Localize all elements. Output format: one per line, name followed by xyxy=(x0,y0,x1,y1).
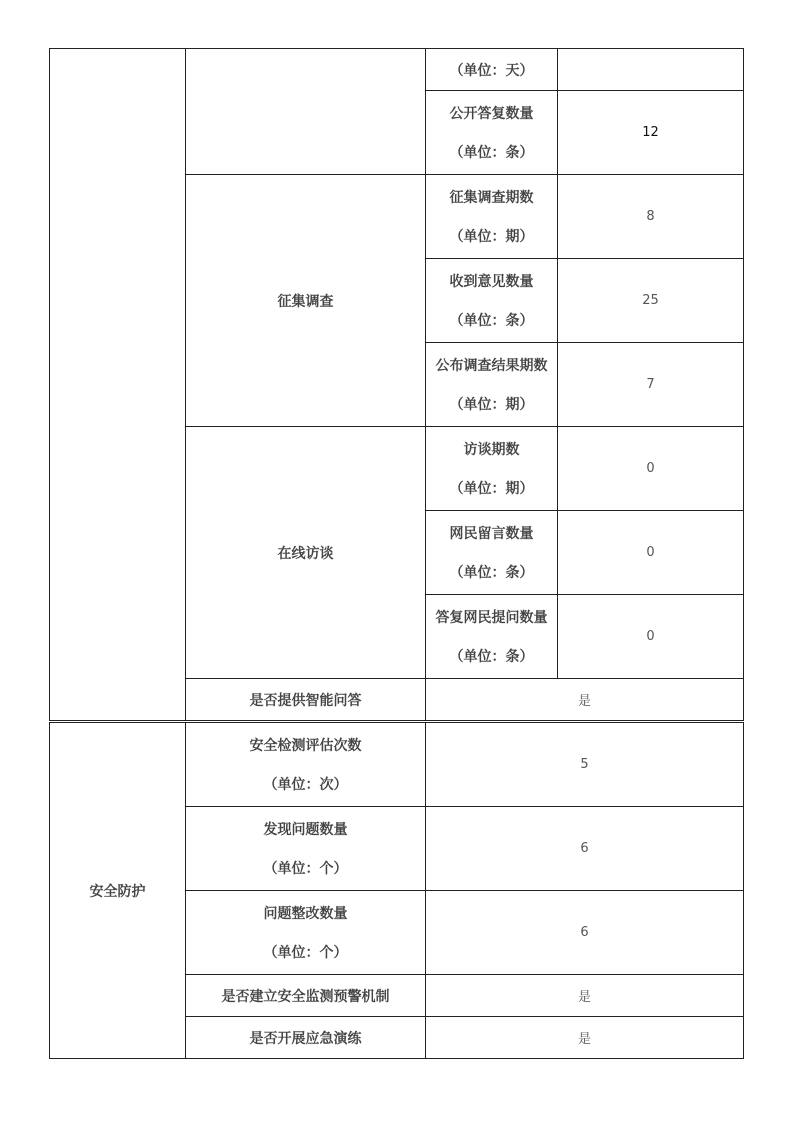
item-cell xyxy=(186,975,426,1017)
item-unit: （单位：期） xyxy=(449,229,534,245)
value-cell xyxy=(426,1017,744,1059)
value-cell xyxy=(426,807,744,891)
subcategory-cell xyxy=(186,175,426,427)
value-text: 是 xyxy=(577,990,591,1005)
value-cell xyxy=(558,343,744,427)
item-cell xyxy=(426,511,558,595)
item-cell xyxy=(186,807,426,891)
category-cell-continued xyxy=(50,49,186,721)
category-cell xyxy=(50,723,186,1059)
table-row xyxy=(50,49,744,91)
item-unit: （单位：期） xyxy=(449,481,534,497)
item-unit: （单位：个） xyxy=(263,945,348,961)
item-unit: （单位：次） xyxy=(263,777,348,793)
item-label: 是否建立安全监测预警机制 xyxy=(221,988,390,1005)
value-cell xyxy=(426,723,744,807)
item-label: 收到意见数量 xyxy=(449,274,534,290)
item-unit: （单位：条） xyxy=(449,145,534,161)
value-cell xyxy=(558,259,744,343)
subcategory-cell xyxy=(186,427,426,679)
value-cell xyxy=(426,891,744,975)
item-label: 是否开展应急演练 xyxy=(249,1030,362,1047)
item-cell xyxy=(186,891,426,975)
value-cell xyxy=(558,427,744,511)
value-text: 0 xyxy=(646,461,655,476)
value-text: 7 xyxy=(646,377,655,392)
item-label: 公开答复数量 xyxy=(449,106,534,122)
item-unit: （单位：条） xyxy=(449,313,534,329)
value-cell xyxy=(558,175,744,259)
item-cell xyxy=(186,723,426,807)
item-label: 发现问题数量 xyxy=(263,822,348,838)
item-label: 访谈期数 xyxy=(463,442,520,458)
item-label: 是否提供智能问答 xyxy=(249,692,362,709)
item-cell xyxy=(426,259,558,343)
item-label: 公布调查结果期数 xyxy=(435,358,548,374)
unit-cell xyxy=(426,49,558,91)
value-cell xyxy=(426,975,744,1017)
value-cell xyxy=(558,49,744,91)
value-cell xyxy=(426,679,744,721)
item-label: 网民留言数量 xyxy=(449,526,534,542)
item-cell xyxy=(426,595,558,679)
value-text: 0 xyxy=(646,545,655,560)
statistics-table xyxy=(49,48,744,721)
item-unit: （单位：个） xyxy=(263,861,348,877)
value-cell xyxy=(558,91,744,175)
item-cell xyxy=(426,427,558,511)
value-text: 是 xyxy=(577,694,591,709)
value-text: 12 xyxy=(642,125,659,140)
table-row xyxy=(50,723,744,807)
value-text: 是 xyxy=(577,1032,591,1047)
value-cell xyxy=(558,511,744,595)
item-unit: （单位：期） xyxy=(449,397,534,413)
value-cell xyxy=(558,595,744,679)
value-text: 0 xyxy=(646,629,655,644)
item-cell xyxy=(426,91,558,175)
unit-text: （单位：天） xyxy=(449,62,534,79)
subcategory-label: 在线访谈 xyxy=(277,545,334,562)
item-label: 征集调查期数 xyxy=(449,190,534,206)
value-text: 5 xyxy=(580,757,589,772)
item-label: 答复网民提问数量 xyxy=(435,610,548,626)
value-text: 6 xyxy=(580,841,589,856)
item-label: 问题整改数量 xyxy=(263,906,348,922)
category-label: 安全防护 xyxy=(89,883,146,900)
subcategory-cell-continued xyxy=(186,49,426,175)
value-text: 25 xyxy=(642,293,659,308)
item-cell xyxy=(186,679,426,721)
item-unit: （单位：条） xyxy=(449,649,534,665)
item-cell xyxy=(186,1017,426,1059)
security-table xyxy=(49,722,744,1059)
value-text: 8 xyxy=(646,209,655,224)
item-cell xyxy=(426,175,558,259)
item-label: 安全检测评估次数 xyxy=(249,738,362,754)
subcategory-label: 征集调查 xyxy=(277,293,334,310)
value-text: 6 xyxy=(580,925,589,940)
item-cell xyxy=(426,343,558,427)
item-unit: （单位：条） xyxy=(449,565,534,581)
